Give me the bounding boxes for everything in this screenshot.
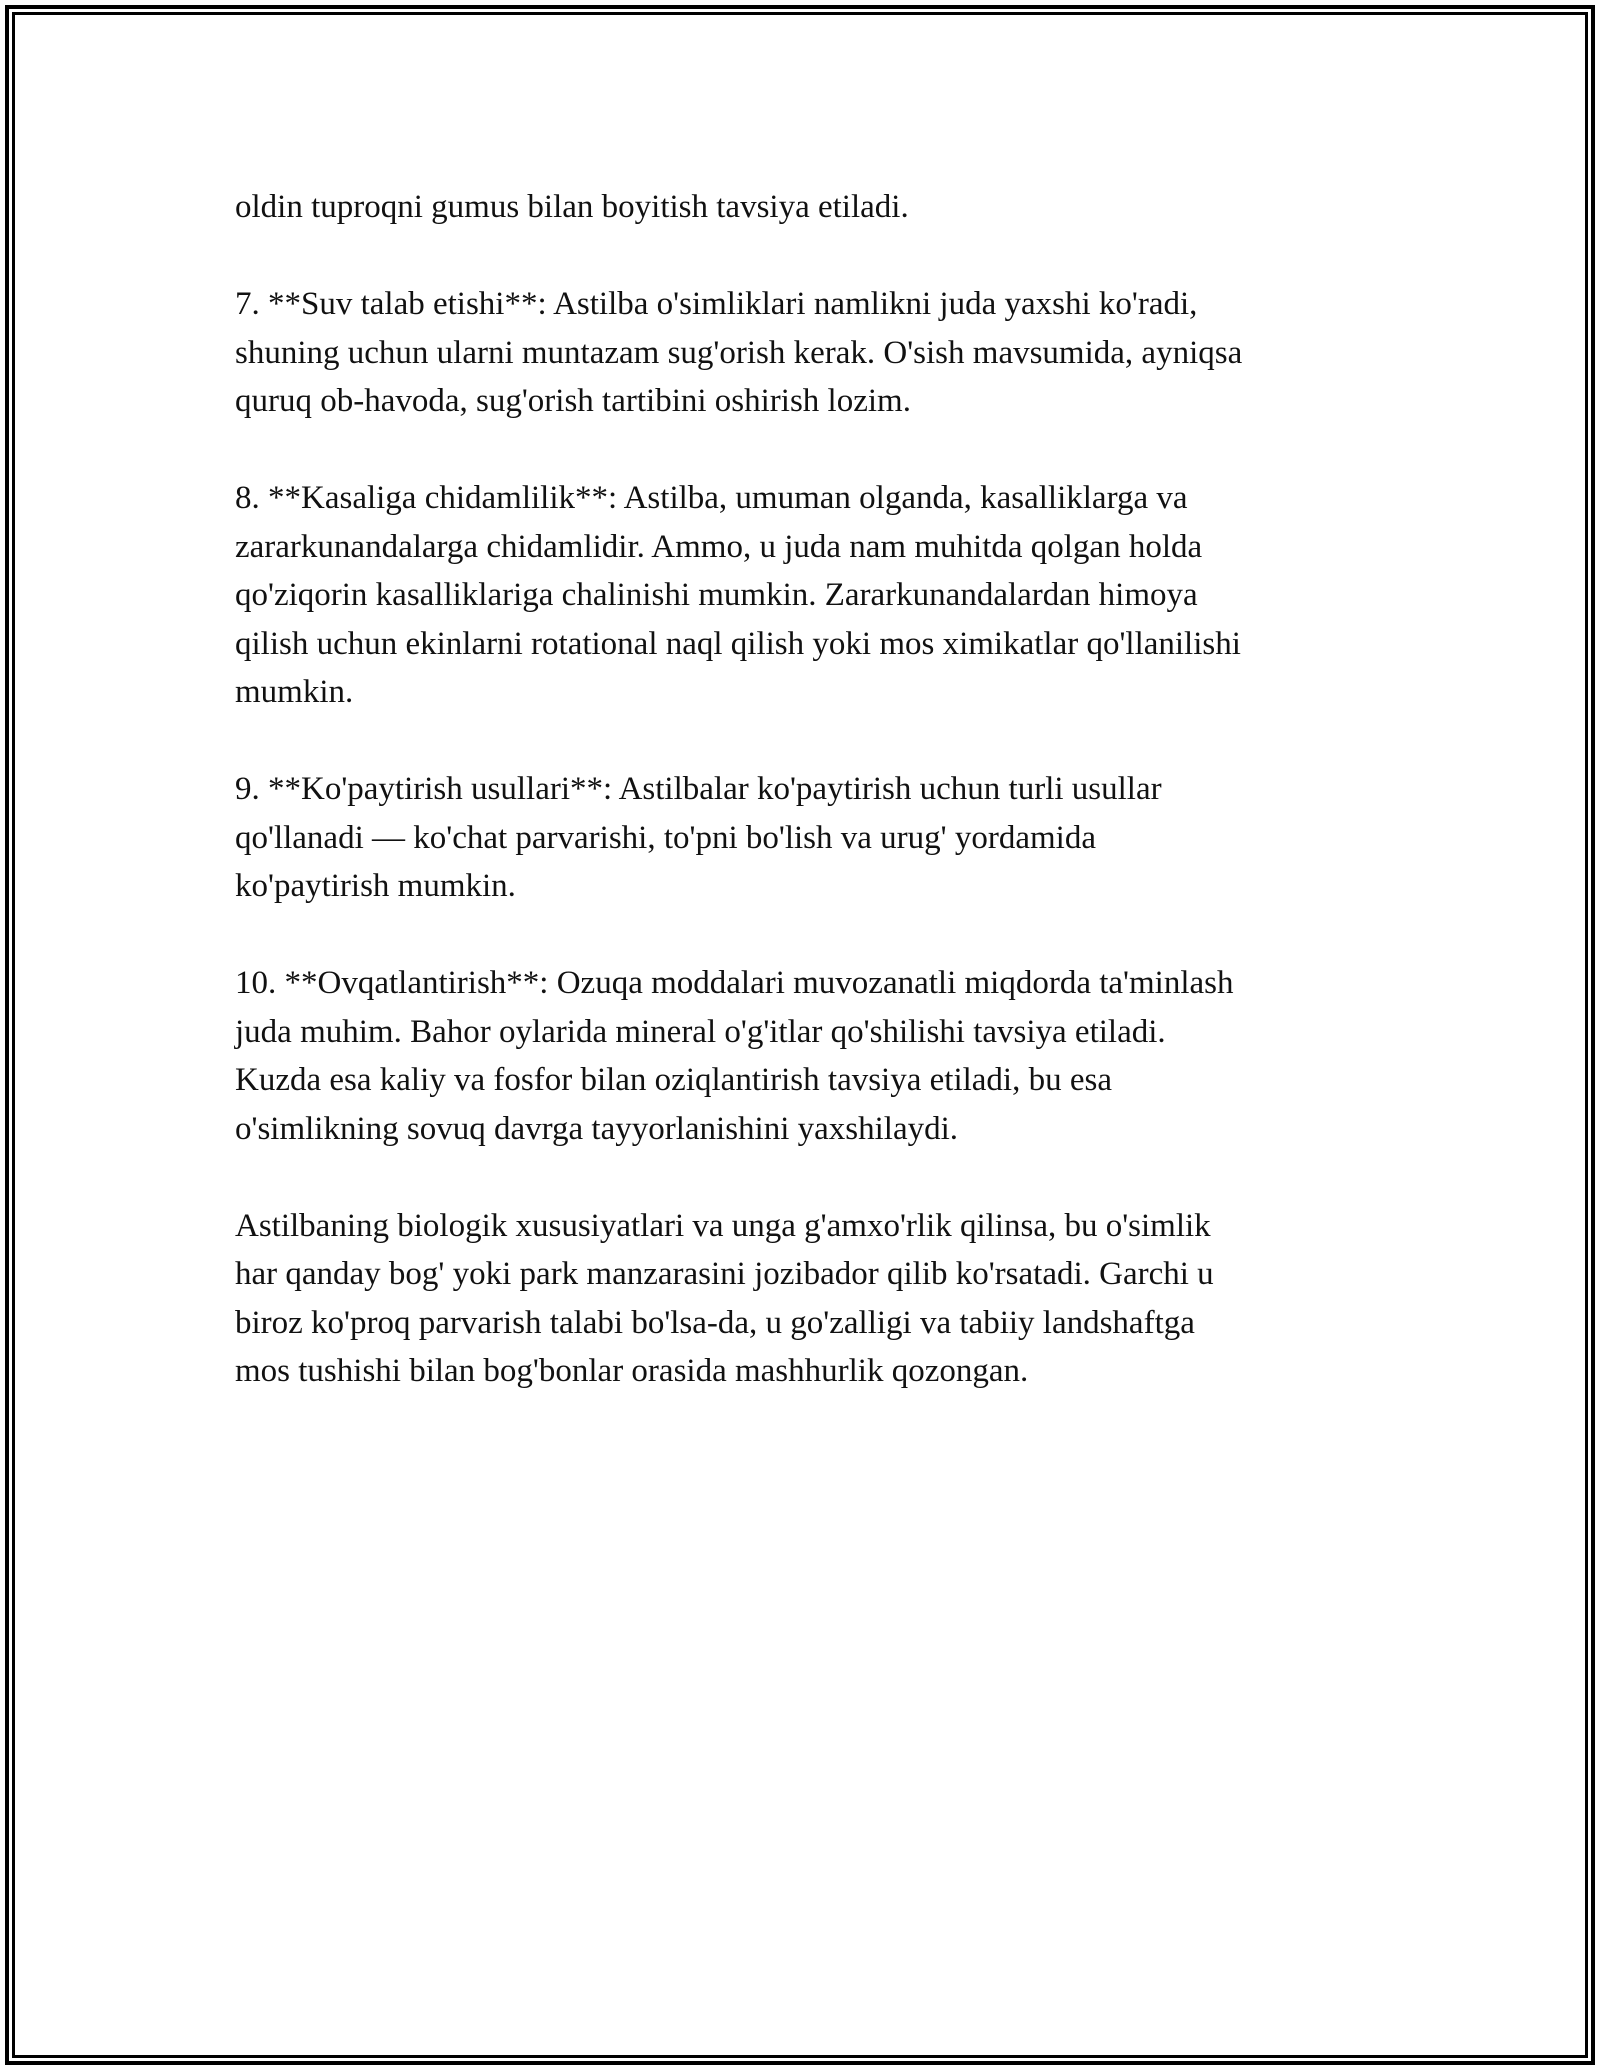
paragraph-item-9-propagation: 9. **Ko'paytirish usullari**: Astilbalar ko'paytirish uchun turli usullar qo'llanadi — ko'chat parvarishi, to'pni bo'lish va urug' yordamida ko'paytirish mumkin. xyxy=(235,771,1162,904)
paragraph-conclusion: Astilbaning biologik xususiyatlari va unga g'amxo'rlik qilinsa, bu o'simlik har qanday bog' yoki park manzarasini jozibador qilib ko'rsatadi. Garchi u biroz ko'proq parvarish talabi bo'lsa-da, u go'zalligi va tabiiy landshaftga mos tushishi bilan bog'bonlar orasida mashhurlik qozongan. xyxy=(235,1207,1214,1389)
paragraph-item-10-feeding: 10. **Ovqatlantirish**: Ozuqa moddalari muvozanatli miqdorda ta'minlash juda muhim. Bahor oylarida mineral o'g'itlar qo'shilishi tavsiya etiladi. Kuzda esa kaliy va fosfor bilan oziqlantirish tavsiya etiladi, bu esa o'simlikning sovuq davrga tayyorlanishini yaxshilaydi. xyxy=(235,965,1234,1147)
document-body xyxy=(235,183,1375,1444)
paragraph-intro-continuation: oldin tuproqni gumus bilan boyitish tavsiya etiladi. xyxy=(235,189,909,225)
paragraph-item-7-water: 7. **Suv talab etishi**: Astilba o'simliklari namlikni juda yaxshi ko'radi, shuning uchun ularni muntazam sug'orish kerak. O'sish mavsumida, ayniqsa quruq ob-havoda, sug'orish tartibini oshirish lozim. xyxy=(235,286,1243,419)
paragraph-item-8-disease-resistance: 8. **Kasaliga chidamlilik**: Astilba, umuman olganda, kasalliklarga va zararkunandalarga chidamlidir. Ammo, u juda nam muhitda qolgan holda qo'ziqorin kasalliklariga chalinishi mumkin. Zararkunandalardan himoya qilish uchun ekinlarni rotational naql qilish yoki mos ximikatlar qo'llanilishi mumkin. xyxy=(235,480,1241,710)
